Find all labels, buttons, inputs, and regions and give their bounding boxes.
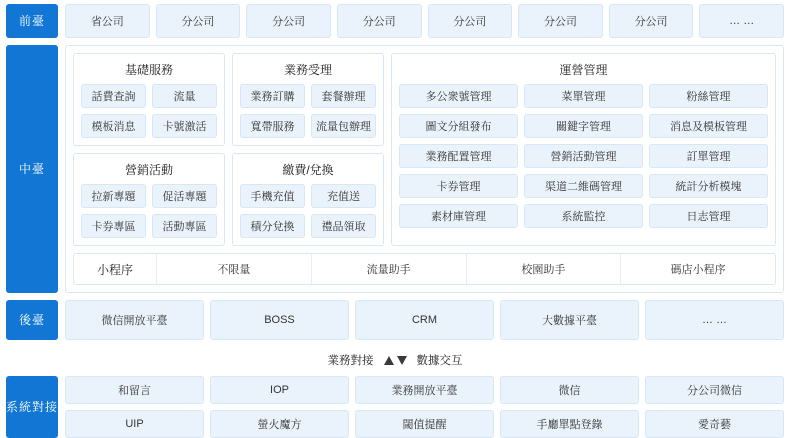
group-item[interactable]: 拉新專題 [81, 184, 146, 208]
system-item[interactable]: 愛奇藝 [645, 410, 784, 438]
group-title: 營銷活動 [124, 163, 173, 177]
group-items [399, 84, 768, 228]
front-item[interactable]: 分公司 [428, 4, 513, 38]
group-item[interactable]: 多公衆號管理 [399, 84, 518, 108]
mini-program-item[interactable]: 碼店小程序 [620, 254, 775, 284]
back-item[interactable]: 大數據平臺 [500, 300, 639, 340]
system-item[interactable]: 手廳單點登錄 [500, 410, 639, 438]
group-item[interactable]: 話費查詢 [81, 84, 146, 108]
front-item[interactable]: 分公司 [156, 4, 241, 38]
group-operations-management [391, 53, 776, 246]
group-items [240, 84, 376, 138]
group-marketing-activities [73, 153, 225, 246]
system-band-label-line1: 系統 [6, 399, 33, 414]
connector-right-label: 數據交互 [416, 355, 463, 367]
connector-left-label: 業務對接 [327, 355, 374, 367]
group-item[interactable]: 業務配置管理 [399, 144, 518, 168]
connector-row [6, 347, 784, 373]
system-item[interactable]: UIP [65, 410, 204, 438]
system-row [65, 410, 784, 438]
group-item[interactable]: 寬帶服務 [240, 114, 305, 138]
group-payment-exchange [232, 153, 384, 246]
middle-band-label: 中臺 [6, 45, 58, 293]
middle-column-left [73, 53, 225, 246]
system-row [65, 376, 784, 404]
back-band [6, 300, 784, 340]
middle-band-panel [65, 45, 784, 293]
group-item[interactable]: 營銷活動管理 [524, 144, 643, 168]
group-title: 繳費/兌換 [282, 163, 334, 177]
back-item[interactable]: 微信開放平臺 [65, 300, 204, 340]
system-band-label [6, 376, 58, 438]
back-item[interactable]: BOSS [210, 300, 349, 340]
group-item[interactable]: 模板消息 [81, 114, 146, 138]
back-band-label: 後臺 [6, 300, 58, 340]
front-item[interactable]: 省公司 [65, 4, 150, 38]
arrow-down-icon [397, 356, 407, 365]
system-band-rows [65, 376, 784, 438]
group-items [81, 184, 217, 238]
front-item-more[interactable]: … … [699, 4, 784, 38]
system-band-label-line2: 對接 [32, 399, 59, 414]
group-item[interactable]: 統計分析模塊 [649, 174, 768, 198]
system-item[interactable]: 閾值提醒 [355, 410, 494, 438]
front-item[interactable]: 分公司 [246, 4, 331, 38]
system-band [6, 376, 784, 438]
mini-programs-label: 小程序 [96, 262, 133, 277]
group-items [240, 184, 376, 238]
group-item[interactable]: 卡券管理 [399, 174, 518, 198]
group-item[interactable]: 手機充值 [240, 184, 305, 208]
group-item[interactable]: 充值送 [311, 184, 376, 208]
group-item[interactable]: 圖文分組發布 [399, 114, 518, 138]
group-items [81, 84, 217, 138]
group-item[interactable]: 流量包辦理 [311, 114, 376, 138]
group-item[interactable]: 促活專題 [152, 184, 217, 208]
system-item[interactable]: 和留言 [65, 376, 204, 404]
system-item[interactable]: 分公司微信 [645, 376, 784, 404]
group-item[interactable]: 卡券專區 [81, 214, 146, 238]
group-basic-services [73, 53, 225, 146]
group-item[interactable]: 訂單管理 [649, 144, 768, 168]
middle-column-center [232, 53, 384, 246]
group-title: 業務受理 [283, 63, 332, 77]
group-item[interactable]: 卡號激活 [152, 114, 217, 138]
group-item[interactable]: 積分兌換 [240, 214, 305, 238]
front-band-items [65, 4, 784, 38]
group-item[interactable]: 粉絲管理 [649, 84, 768, 108]
system-item[interactable]: 業務開放平臺 [355, 376, 494, 404]
bidirectional-arrows-icon [384, 356, 407, 365]
group-item[interactable]: 關鍵字管理 [524, 114, 643, 138]
group-item[interactable]: 系統監控 [524, 204, 643, 228]
group-title: 基礎服務 [124, 63, 173, 77]
group-item[interactable]: 套餐辦理 [311, 84, 376, 108]
back-item[interactable]: CRM [355, 300, 494, 340]
mini-programs-items [156, 254, 775, 284]
arrow-up-icon [384, 356, 394, 365]
system-item[interactable]: 微信 [500, 376, 639, 404]
group-item[interactable]: 禮品領取 [311, 214, 376, 238]
front-item[interactable]: 分公司 [337, 4, 422, 38]
group-item[interactable]: 活動專區 [152, 214, 217, 238]
front-band [6, 4, 784, 38]
group-item[interactable]: 渠道二維碼管理 [524, 174, 643, 198]
system-item[interactable]: 螢火魔方 [210, 410, 349, 438]
front-item[interactable]: 分公司 [609, 4, 694, 38]
middle-band [6, 45, 784, 293]
front-item[interactable]: 分公司 [518, 4, 603, 38]
mini-program-item[interactable]: 不限量 [156, 254, 311, 284]
back-item-more[interactable]: … … [645, 300, 784, 340]
system-item[interactable]: IOP [210, 376, 349, 404]
group-item[interactable]: 日志管理 [649, 204, 768, 228]
group-item[interactable]: 消息及模板管理 [649, 114, 768, 138]
group-business-handling [232, 53, 384, 146]
mini-program-item[interactable]: 流量助手 [311, 254, 466, 284]
group-title: 運營管理 [559, 63, 608, 77]
middle-groups [73, 53, 776, 246]
front-band-label: 前臺 [6, 4, 58, 38]
group-item[interactable]: 流量 [152, 84, 217, 108]
group-item[interactable]: 菜單管理 [524, 84, 643, 108]
back-band-items [65, 300, 784, 340]
mini-program-item[interactable]: 校園助手 [466, 254, 621, 284]
group-item[interactable]: 業務訂購 [240, 84, 305, 108]
mini-programs-strip [73, 253, 776, 285]
group-item[interactable]: 素材庫管理 [399, 204, 518, 228]
